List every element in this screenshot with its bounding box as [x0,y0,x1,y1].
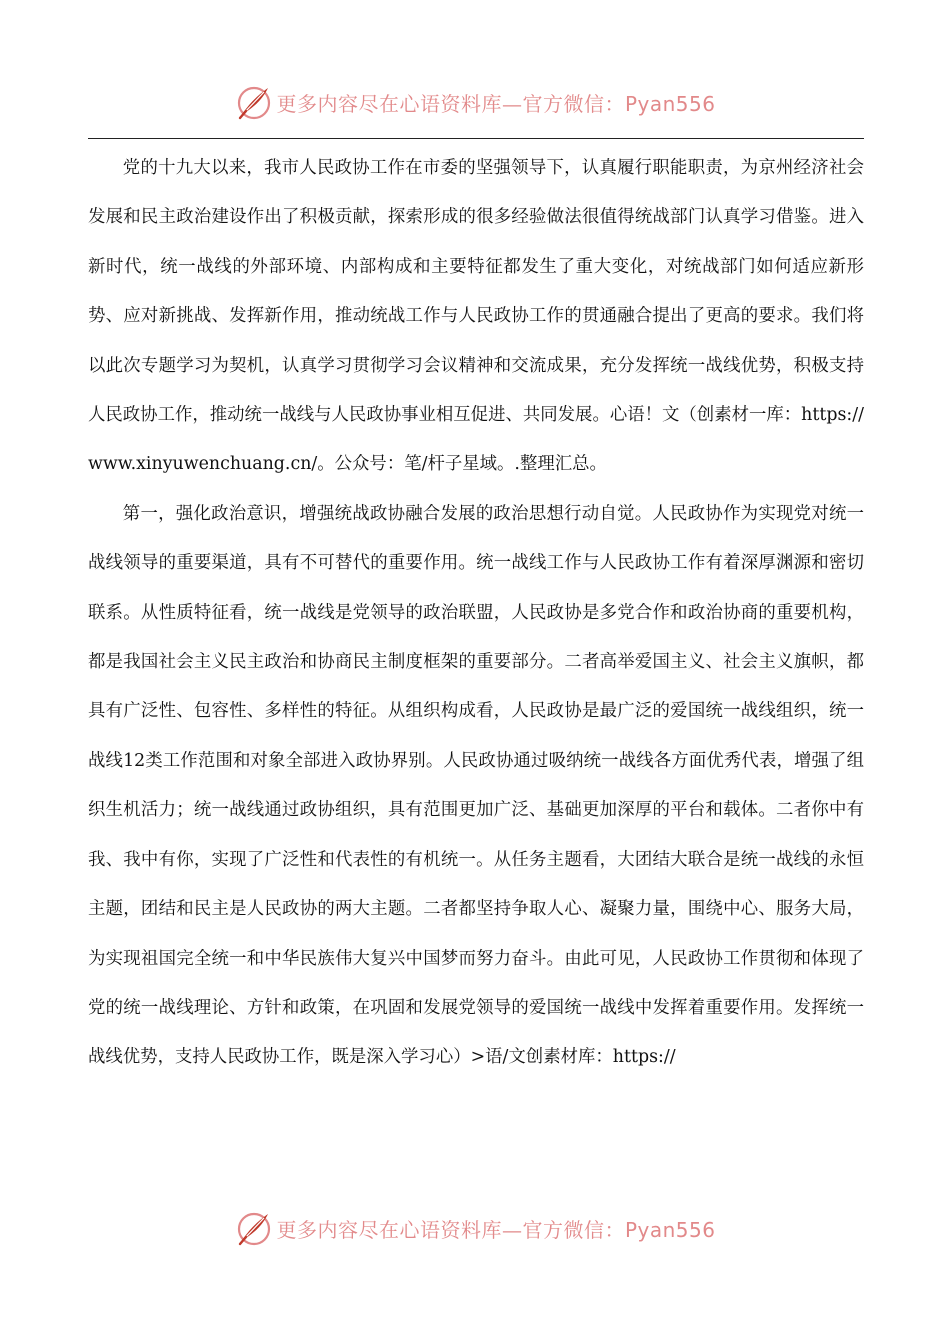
header-wechat: 官方微信：Pyan556 [522,91,716,116]
header-banner-text [276,88,715,117]
footer-wechat: 官方微信：Pyan556 [522,1217,716,1242]
header-title: 更多内容尽在心语资料库— [276,91,523,116]
paragraph-2: 第一，强化政治意识，增强统战政协融合发展的政治思想行动自觉。人民政协作为实现党对统一战线领导的重要渠道，具有不可替代的重要作用。统一战线工作与人民政协工作有着深厚渊源和密切联系。从性质特征看，统一战线是党领导的政治联盟，人民政协是多党合作和政治协商的重要机构，都是我国社会主义民主政治和协商民主制度框架的重要部分。二者高举爱国主义、社会主义旗帜，都具有广泛性、包容性、多样性的特征。从组织构成看，人民政协是最广泛的爱国统一战线组织，统一战线12类工作范围和对象全部进入政协界别。人民政协通过吸纳统一战线各方面优秀代表，增强了组织生机活力；统一战线通过政协组织，具有范围更加广泛、基础更加深厚的平台和载体。二者你中有我、我中有你，实现了广泛性和代表性的有机统一。从任务主题看，大团结大联合是统一战线的永恒主题，团结和民主是人民政协的两大主题。二者都坚持争取人心、凝聚力量，围绕中心、服务大局，为实现祖国完全统一和中华民族伟大复兴中国梦而努力奋斗。由此可见，人民政协工作贯彻和体现了党的统一战线理论、方针和政策，在巩固和发展党领导的爱国统一战线中发挥着重要作用。发挥统一战线优势，支持人民政协工作，既是深入学习心）>语/文创素材库：https:// [88,503,864,1068]
document-body [88,144,864,1083]
footer-title: 更多内容尽在心语资料库— [276,1217,523,1242]
paragraph-1: 党的十九大以来，我市人民政协工作在市委的坚强领导下，认真履行职能职责，为京州经济社会发展和民主政治建设作出了积极贡献，探索形成的很多经验做法很值得统战部门认真学习借鉴。进入新时代，统一战线的外部环境、内部构成和主要特征都发生了重大变化，对统战部门如何适应新形势、应对新挑战、发挥新作用，推动统战工作与人民政协工作的贯通融合提出了更高的要求。我们将以此次专题学习为契机，认真学习贯彻学习会议精神和交流成果，充分发挥统一战线优势，积极支持人民政协工作，推动统一战线与人民政协事业相互促进、共同发展。心语！文（创素材一库：https://www.xinyuwenchuang.cn/。公众号：笔/杆子星域。.整理汇总。 [88,158,864,475]
page-footer-banner [0,1206,950,1250]
quill-pen-logo-icon [234,1208,274,1248]
quill-pen-logo-icon [234,82,274,122]
page-header-banner [0,80,950,124]
footer-banner-text [276,1214,715,1243]
header-divider [88,138,864,139]
